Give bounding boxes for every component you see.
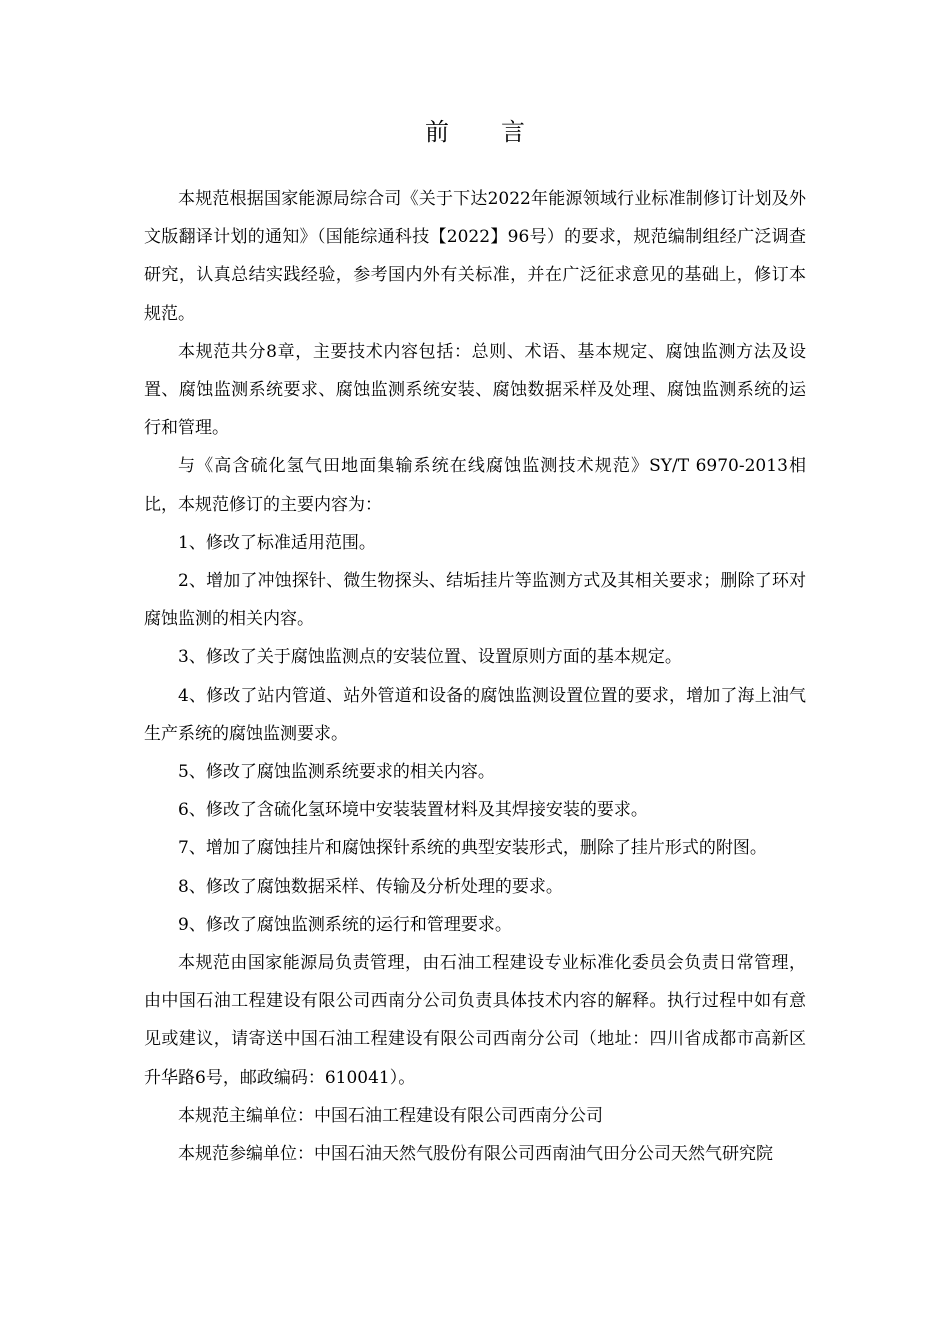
list-item-3: 3、修改了关于腐蚀监测点的安装位置、设置原则方面的基本规定。 <box>178 647 682 668</box>
participating-unit <box>144 1135 806 1173</box>
chief-editor-label: 本规范主编单位： <box>178 1105 314 1126</box>
list-item-2: 2、增加了冲蚀探针、微生物探头、结垢挂片等监测方式及其相关要求；删除了环对腐蚀监测的相关内容。 <box>144 571 806 630</box>
participating-label: 本规范参编单位： <box>178 1144 314 1165</box>
list-item-4: 4、修改了站内管道、站外管道和设备的腐蚀监测设置位置的要求，增加了海上油气生产系统的腐蚀监测要求。 <box>144 685 806 744</box>
list-item-5: 5、修改了腐蚀监测系统要求的相关内容。 <box>178 762 495 783</box>
list-item-9: 9、修改了腐蚀监测系统的运行和管理要求。 <box>178 914 512 935</box>
participating-value: 中国石油天然气股份有限公司西南油气田分公司天然气研究院 <box>314 1144 773 1165</box>
paragraph-contents: 本规范共分8章，主要技术内容包括：总则、术语、基本规定、腐蚀监测方法及设置、腐蚀监测系统要求、腐蚀监测系统安装、腐蚀数据采样及处理、腐蚀监测系统的运行和管理。 <box>144 341 806 439</box>
page-title: 前言 <box>425 118 577 146</box>
list-item-8: 8、修改了腐蚀数据采样、传输及分析处理的要求。 <box>178 876 563 897</box>
paragraph-management: 本规范由国家能源局负责管理，由石油工程建设专业标准化委员会负责日常管理，由中国石油工程建设有限公司西南分公司负责具体技术内容的解释。执行过程中如有意见或建议，请寄送中国石油工程建设有限公司西南分公司（地址：四川省成都市高新区升华路6号，邮政编码：610041）。 <box>144 953 806 1088</box>
paragraph-comparison: 与《高含硫化氢气田地面集输系统在线腐蚀监测技术规范》SY/T 6970-2013相比，本规范修订的主要内容为： <box>144 456 806 515</box>
paragraph-basis: 本规范根据国家能源局综合司《关于下达2022年能源领域行业标准制修订计划及外文版翻译计划的通知》（国能综通科技【2022】96号）的要求，规范编制组经广泛调查研究，认真总结实践经验，参考国内外有关标准，并在广泛征求意见的基础上，修订本规范。 <box>144 189 806 324</box>
list-item-7: 7、增加了腐蚀挂片和腐蚀探针系统的典型安装形式，删除了挂片形式的附图。 <box>178 838 767 859</box>
chief-editor-value: 中国石油工程建设有限公司西南分公司 <box>314 1105 603 1126</box>
list-item-6: 6、修改了含硫化氢环境中安装装置材料及其焊接安装的要求。 <box>178 800 648 821</box>
document-body <box>144 180 806 1173</box>
list-item-1: 1、修改了标准适用范围。 <box>178 532 376 553</box>
chief-editor-unit <box>144 1097 806 1135</box>
